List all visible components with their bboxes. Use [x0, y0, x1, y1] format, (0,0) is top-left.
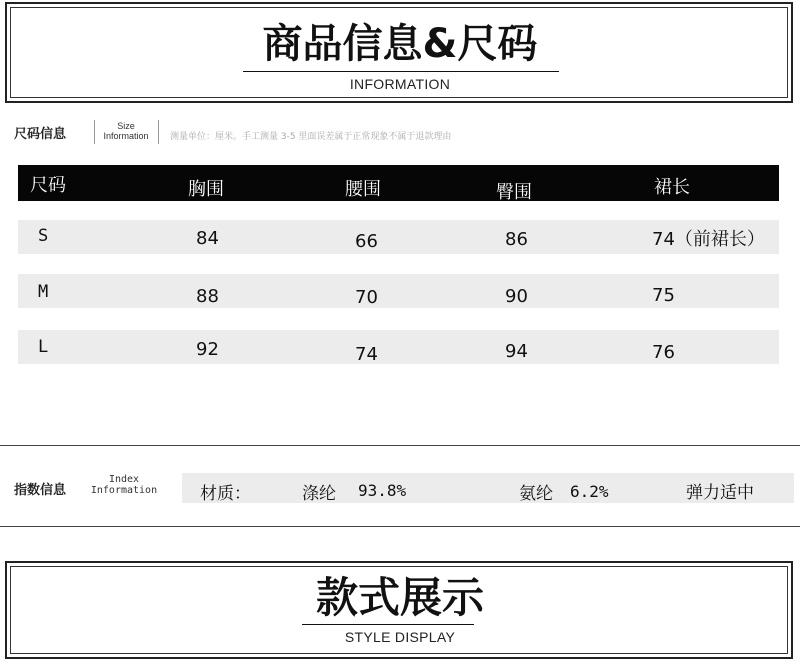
size-section-sub-line1: Size [117, 121, 135, 131]
header-waist: 腰围 [345, 179, 381, 200]
cell-bust: 92 [196, 339, 219, 360]
cell-hip: 90 [505, 286, 528, 307]
cell-length: 76 [652, 342, 675, 363]
cell-waist: 74 [355, 344, 378, 365]
elasticity-label: 弹力适中 [686, 483, 754, 503]
table-row [18, 274, 779, 308]
fiber1-name: 涤纶 [302, 484, 336, 504]
size-section-sub [97, 121, 155, 141]
header-length: 裙长 [654, 177, 690, 198]
info-header-title: 商品信息&尺码 [262, 21, 538, 67]
style-header-underline [302, 624, 474, 625]
style-header-subtitle: STYLE DISPLAY [344, 629, 456, 645]
cell-bust: 84 [196, 228, 219, 249]
cell-waist: 70 [355, 287, 378, 308]
size-section-sub-line2: Information [103, 131, 149, 141]
size-section-divider-right [158, 120, 159, 144]
index-section-sub [90, 474, 158, 496]
info-header-subtitle: INFORMATION [349, 76, 451, 92]
section-divider-bottom [0, 526, 800, 527]
table-row [18, 330, 779, 364]
cell-bust: 88 [196, 286, 219, 307]
cell-size: S [38, 226, 49, 246]
fiber2-value: 6.2% [570, 482, 609, 501]
cell-size: L [38, 337, 49, 357]
fiber1-value: 93.8% [358, 481, 407, 500]
header-bust: 胸围 [188, 179, 224, 200]
material-label: 材质： [200, 484, 251, 504]
cell-hip: 86 [505, 229, 528, 250]
size-table-header [18, 165, 779, 201]
section-divider-top [0, 445, 800, 446]
table-row [18, 220, 779, 254]
index-section-sub-line1: Index [108, 474, 140, 485]
cell-length: 74（前裙长） [652, 229, 765, 250]
cell-waist: 66 [355, 231, 378, 252]
size-section-label: 尺码信息 [14, 127, 67, 142]
size-section-divider-left [94, 120, 95, 144]
index-section-sub-line2: Information [90, 485, 158, 496]
index-section-label: 指数信息 [14, 483, 67, 498]
style-header-title: 款式展示 [315, 573, 484, 622]
cell-hip: 94 [505, 341, 528, 362]
measurement-note: 测量单位：厘米。手工测量 3-5 里面误差属于正常现象不属于退款理由 [170, 132, 452, 142]
info-header-underline [243, 71, 559, 72]
header-size: 尺码 [30, 175, 66, 196]
fiber2-name: 氨纶 [519, 484, 553, 504]
cell-size: M [38, 282, 49, 302]
header-hip: 臀围 [496, 182, 532, 203]
cell-length: 75 [652, 285, 675, 306]
